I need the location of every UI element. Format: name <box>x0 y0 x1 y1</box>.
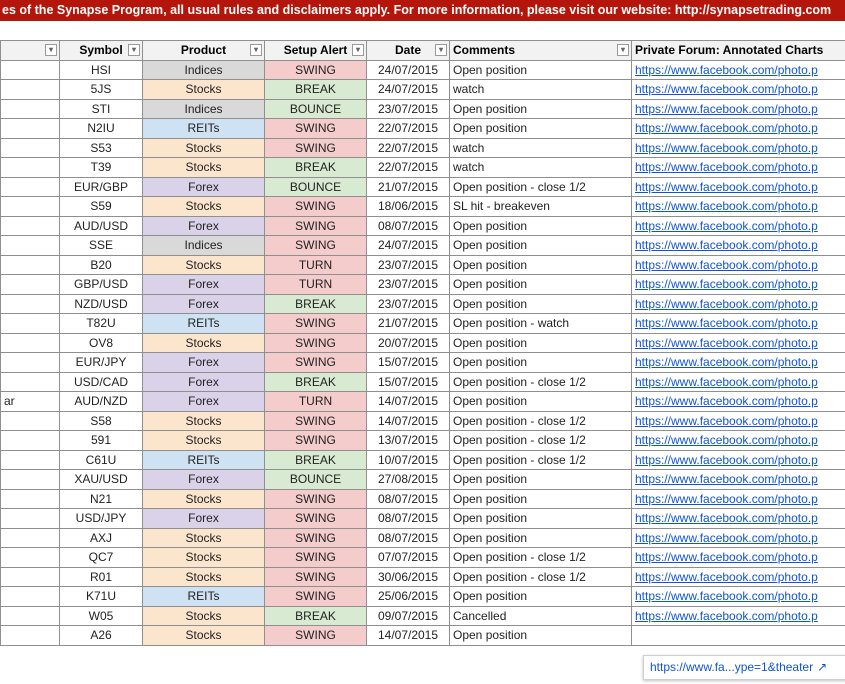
col-header-forum: Private Forum: Annotated Charts <box>632 41 845 61</box>
cell-symbol[interactable]: N21 <box>60 489 143 509</box>
cell-symbol[interactable]: T82U <box>60 314 143 334</box>
cell-forum-link[interactable]: https://www.facebook.com/photo.p <box>632 294 845 314</box>
cell-setup-alert[interactable]: SWING <box>265 411 367 431</box>
cell-note[interactable] <box>1 314 60 334</box>
cell-symbol[interactable]: QC7 <box>60 548 143 568</box>
cell-forum-link[interactable]: https://www.facebook.com/photo.p <box>632 372 845 392</box>
cell-date[interactable]: 25/06/2015 <box>367 587 450 607</box>
cell-comment[interactable]: watch <box>450 138 632 158</box>
cell-date[interactable]: 22/07/2015 <box>367 119 450 139</box>
cell-date[interactable]: 23/07/2015 <box>367 255 450 275</box>
cell-comment[interactable]: Open position <box>450 509 632 529</box>
cell-symbol[interactable]: S59 <box>60 197 143 217</box>
cell-product[interactable]: Stocks <box>143 255 265 275</box>
filter-dropdown-icon[interactable]: ▾ <box>128 44 140 56</box>
cell-comment[interactable]: Open position <box>450 119 632 139</box>
cell-product[interactable]: Stocks <box>143 606 265 626</box>
cell-note[interactable] <box>1 431 60 451</box>
cell-setup-alert[interactable]: BREAK <box>265 372 367 392</box>
cell-comment[interactable]: Open position - close 1/2 <box>450 450 632 470</box>
cell-product[interactable]: REITs <box>143 450 265 470</box>
table-row <box>1 99 845 119</box>
col-header-symbol: Symbol ▾ <box>60 41 143 61</box>
cell-forum-link[interactable]: https://www.facebook.com/photo.p <box>632 470 845 490</box>
table-row <box>1 489 845 509</box>
table-row <box>1 548 845 568</box>
cell-product[interactable]: Stocks <box>143 489 265 509</box>
cell-symbol[interactable]: 5JS <box>60 80 143 100</box>
cell-comment[interactable]: watch <box>450 158 632 178</box>
cell-setup-alert[interactable]: BREAK <box>265 158 367 178</box>
cell-product[interactable]: Stocks <box>143 80 265 100</box>
col-header-comments: Comments ▾ <box>450 41 632 61</box>
cell-setup-alert[interactable]: SWING <box>265 119 367 139</box>
cell-product[interactable]: Forex <box>143 470 265 490</box>
cell-product[interactable]: Forex <box>143 372 265 392</box>
cell-date[interactable]: 21/07/2015 <box>367 314 450 334</box>
cell-product[interactable]: Indices <box>143 60 265 80</box>
table-row <box>1 294 845 314</box>
cell-date[interactable]: 22/07/2015 <box>367 138 450 158</box>
cell-comment[interactable]: Open position <box>450 333 632 353</box>
cell-comment[interactable]: Open position <box>450 294 632 314</box>
cell-comment[interactable]: Open position <box>450 470 632 490</box>
cell-setup-alert[interactable]: SWING <box>265 314 367 334</box>
cell-product[interactable]: Indices <box>143 99 265 119</box>
cell-comment[interactable]: Open position <box>450 275 632 295</box>
cell-product[interactable]: Stocks <box>143 528 265 548</box>
cell-note[interactable] <box>1 99 60 119</box>
cell-setup-alert[interactable]: SWING <box>265 548 367 568</box>
cell-forum-link[interactable]: https://www.facebook.com/photo.p <box>632 314 845 334</box>
cell-forum-link[interactable]: https://www.facebook.com/photo.p <box>632 236 845 256</box>
table-row <box>1 80 845 100</box>
cell-setup-alert[interactable]: SWING <box>265 236 367 256</box>
cell-note[interactable] <box>1 294 60 314</box>
cell-symbol[interactable]: A26 <box>60 626 143 646</box>
col-header-product: Product ▾ <box>143 41 265 61</box>
cell-setup-alert[interactable]: TURN <box>265 392 367 412</box>
cell-date[interactable]: 08/07/2015 <box>367 509 450 529</box>
cell-setup-alert[interactable]: TURN <box>265 275 367 295</box>
cell-date[interactable]: 14/07/2015 <box>367 411 450 431</box>
cell-note[interactable] <box>1 80 60 100</box>
cell-note[interactable] <box>1 255 60 275</box>
cell-symbol[interactable]: EUR/JPY <box>60 353 143 373</box>
cell-product[interactable]: Forex <box>143 216 265 236</box>
cell-symbol[interactable]: XAU/USD <box>60 470 143 490</box>
table-row <box>1 119 845 139</box>
cell-symbol[interactable]: B20 <box>60 255 143 275</box>
external-link-icon[interactable]: ↗ <box>817 660 828 674</box>
cell-note[interactable] <box>1 470 60 490</box>
table-row <box>1 353 845 373</box>
alerts-table <box>0 40 845 646</box>
cell-date[interactable]: 18/06/2015 <box>367 197 450 217</box>
cell-forum-link[interactable]: https://www.facebook.com/photo.p <box>632 489 845 509</box>
cell-note[interactable] <box>1 216 60 236</box>
cell-note[interactable] <box>1 158 60 178</box>
cell-setup-alert[interactable]: SWING <box>265 509 367 529</box>
cell-setup-alert[interactable]: BOUNCE <box>265 177 367 197</box>
cell-forum-link[interactable]: https://www.facebook.com/photo.p <box>632 353 845 373</box>
cell-symbol[interactable]: USD/CAD <box>60 372 143 392</box>
cell-forum-link[interactable]: https://www.facebook.com/photo.p <box>632 80 845 100</box>
cell-forum-link[interactable] <box>632 626 845 646</box>
cell-forum-link[interactable]: https://www.facebook.com/photo.p <box>632 177 845 197</box>
cell-date[interactable]: 08/07/2015 <box>367 216 450 236</box>
cell-date[interactable]: 23/07/2015 <box>367 275 450 295</box>
cell-product[interactable]: Stocks <box>143 158 265 178</box>
header-row <box>1 41 845 61</box>
cell-comment[interactable]: Open position <box>450 528 632 548</box>
filter-dropdown-icon[interactable]: ▾ <box>250 44 262 56</box>
cell-symbol[interactable]: C61U <box>60 450 143 470</box>
cell-setup-alert[interactable]: SWING <box>265 353 367 373</box>
cell-setup-alert[interactable]: SWING <box>265 587 367 607</box>
col-header-blank <box>1 41 60 61</box>
table-row <box>1 450 845 470</box>
cell-note[interactable] <box>1 236 60 256</box>
cell-forum-link[interactable]: https://www.facebook.com/photo.p <box>632 567 845 587</box>
cell-note[interactable] <box>1 60 60 80</box>
cell-symbol[interactable]: S58 <box>60 411 143 431</box>
cell-date[interactable]: 22/07/2015 <box>367 158 450 178</box>
cell-note[interactable] <box>1 138 60 158</box>
cell-symbol[interactable]: T39 <box>60 158 143 178</box>
cell-symbol[interactable]: W05 <box>60 606 143 626</box>
cell-product[interactable]: Stocks <box>143 197 265 217</box>
cell-product[interactable]: Forex <box>143 275 265 295</box>
cell-comment[interactable]: Open position - watch <box>450 314 632 334</box>
cell-forum-link[interactable]: https://www.facebook.com/photo.p <box>632 60 845 80</box>
cell-symbol[interactable]: EUR/GBP <box>60 177 143 197</box>
table-row <box>1 197 845 217</box>
cell-product[interactable]: Stocks <box>143 548 265 568</box>
cell-symbol[interactable]: K71U <box>60 587 143 607</box>
cell-setup-alert[interactable]: SWING <box>265 489 367 509</box>
cell-product[interactable]: Forex <box>143 509 265 529</box>
cell-setup-alert[interactable]: SWING <box>265 138 367 158</box>
cell-symbol[interactable]: NZD/USD <box>60 294 143 314</box>
cell-symbol[interactable]: HSI <box>60 60 143 80</box>
cell-setup-alert[interactable]: SWING <box>265 567 367 587</box>
cell-date[interactable]: 08/07/2015 <box>367 528 450 548</box>
cell-symbol[interactable]: GBP/USD <box>60 275 143 295</box>
cell-date[interactable]: 27/08/2015 <box>367 470 450 490</box>
table-row <box>1 392 845 412</box>
table-row <box>1 567 845 587</box>
cell-note[interactable]: ar <box>1 392 60 412</box>
cell-comment[interactable]: Open position <box>450 99 632 119</box>
table-row <box>1 216 845 236</box>
cell-setup-alert[interactable]: SWING <box>265 216 367 236</box>
cell-symbol[interactable]: 591 <box>60 431 143 451</box>
cell-comment[interactable]: Open position <box>450 587 632 607</box>
cell-note[interactable] <box>1 528 60 548</box>
cell-comment[interactable]: Open position - close 1/2 <box>450 431 632 451</box>
cell-date[interactable]: 20/07/2015 <box>367 333 450 353</box>
col-header-setup-alert: Setup Alert ▾ <box>265 41 367 61</box>
table-row <box>1 606 845 626</box>
cell-comment[interactable]: Open position - close 1/2 <box>450 177 632 197</box>
cell-date[interactable]: 15/07/2015 <box>367 372 450 392</box>
cell-note[interactable] <box>1 606 60 626</box>
cell-date[interactable]: 24/07/2015 <box>367 236 450 256</box>
cell-forum-link[interactable]: https://www.facebook.com/photo.p <box>632 119 845 139</box>
cell-comment[interactable]: Open position <box>450 216 632 236</box>
link-preview-tooltip[interactable] <box>643 655 845 680</box>
cell-comment[interactable]: Open position <box>450 626 632 646</box>
cell-note[interactable] <box>1 197 60 217</box>
cell-comment[interactable]: watch <box>450 80 632 100</box>
cell-note[interactable] <box>1 489 60 509</box>
cell-forum-link[interactable]: https://www.facebook.com/photo.p <box>632 509 845 529</box>
cell-forum-link[interactable]: https://www.facebook.com/photo.p <box>632 216 845 236</box>
cell-date[interactable]: 30/06/2015 <box>367 567 450 587</box>
cell-note[interactable] <box>1 626 60 646</box>
table-row <box>1 431 845 451</box>
cell-comment[interactable]: Open position <box>450 255 632 275</box>
cell-symbol[interactable]: AUD/USD <box>60 216 143 236</box>
tooltip-url[interactable]: https://www.fa...ype=1&theater <box>650 660 814 674</box>
spacer-row <box>0 21 845 40</box>
cell-forum-link[interactable]: https://www.facebook.com/photo.p <box>632 548 845 568</box>
cell-setup-alert[interactable]: BREAK <box>265 80 367 100</box>
cell-forum-link[interactable]: https://www.facebook.com/photo.p <box>632 450 845 470</box>
table-row <box>1 411 845 431</box>
cell-setup-alert[interactable]: SWING <box>265 528 367 548</box>
cell-note[interactable] <box>1 450 60 470</box>
cell-symbol[interactable]: S53 <box>60 138 143 158</box>
cell-product[interactable]: REITs <box>143 587 265 607</box>
cell-forum-link[interactable]: https://www.facebook.com/photo.p <box>632 411 845 431</box>
cell-date[interactable]: 23/07/2015 <box>367 294 450 314</box>
cell-product[interactable]: Forex <box>143 353 265 373</box>
cell-product[interactable]: Forex <box>143 294 265 314</box>
table-row <box>1 236 845 256</box>
table-row <box>1 587 845 607</box>
cell-forum-link[interactable]: https://www.facebook.com/photo.p <box>632 255 845 275</box>
filter-dropdown-icon[interactable]: ▾ <box>435 44 447 56</box>
cell-product[interactable]: Stocks <box>143 333 265 353</box>
table-row <box>1 333 845 353</box>
cell-symbol[interactable]: N2IU <box>60 119 143 139</box>
cell-date[interactable]: 21/07/2015 <box>367 177 450 197</box>
cell-forum-link[interactable]: https://www.facebook.com/photo.p <box>632 138 845 158</box>
filter-dropdown-icon[interactable]: ▾ <box>45 44 57 56</box>
cell-comment[interactable]: Open position <box>450 60 632 80</box>
cell-forum-link[interactable]: https://www.facebook.com/photo.p <box>632 275 845 295</box>
table-row <box>1 158 845 178</box>
cell-forum-link[interactable]: https://www.facebook.com/photo.p <box>632 392 845 412</box>
cell-setup-alert[interactable]: SWING <box>265 431 367 451</box>
table-row <box>1 255 845 275</box>
cell-note[interactable] <box>1 333 60 353</box>
cell-note[interactable] <box>1 587 60 607</box>
table-row <box>1 509 845 529</box>
cell-setup-alert[interactable]: SWING <box>265 197 367 217</box>
col-header-date: Date ▾ <box>367 41 450 61</box>
cell-symbol[interactable]: AUD/NZD <box>60 392 143 412</box>
cell-symbol[interactable]: SSE <box>60 236 143 256</box>
cell-product[interactable]: Forex <box>143 177 265 197</box>
cell-comment[interactable]: Open position - close 1/2 <box>450 411 632 431</box>
filter-dropdown-icon[interactable]: ▾ <box>352 44 364 56</box>
cell-date[interactable]: 07/07/2015 <box>367 548 450 568</box>
cell-comment[interactable]: SL hit - breakeven <box>450 197 632 217</box>
cell-setup-alert[interactable]: BREAK <box>265 606 367 626</box>
table-row <box>1 314 845 334</box>
cell-product[interactable]: Stocks <box>143 138 265 158</box>
cell-forum-link[interactable]: https://www.facebook.com/photo.p <box>632 528 845 548</box>
cell-forum-link[interactable]: https://www.facebook.com/photo.p <box>632 333 845 353</box>
cell-setup-alert[interactable]: BREAK <box>265 450 367 470</box>
cell-date[interactable]: 08/07/2015 <box>367 489 450 509</box>
cell-date[interactable]: 13/07/2015 <box>367 431 450 451</box>
cell-note[interactable] <box>1 177 60 197</box>
cell-note[interactable] <box>1 353 60 373</box>
disclaimer-banner: es of the Synapse Program, all usual rules and disclaimers apply. For more information, please visit our website: http://synapsetrading.com <box>0 0 845 21</box>
cell-note[interactable] <box>1 548 60 568</box>
cell-setup-alert[interactable]: TURN <box>265 255 367 275</box>
cell-note[interactable] <box>1 275 60 295</box>
cell-setup-alert[interactable]: SWING <box>265 626 367 646</box>
cell-comment[interactable]: Open position - close 1/2 <box>450 372 632 392</box>
cell-product[interactable]: Stocks <box>143 431 265 451</box>
table-row <box>1 60 845 80</box>
cell-date[interactable]: 24/07/2015 <box>367 80 450 100</box>
cell-symbol[interactable]: USD/JPY <box>60 509 143 529</box>
cell-product[interactable]: Stocks <box>143 567 265 587</box>
cell-note[interactable] <box>1 509 60 529</box>
cell-comment[interactable]: Open position <box>450 353 632 373</box>
table-row <box>1 372 845 392</box>
cell-product[interactable]: REITs <box>143 314 265 334</box>
cell-product[interactable]: Forex <box>143 392 265 412</box>
cell-symbol[interactable]: AXJ <box>60 528 143 548</box>
table-row <box>1 275 845 295</box>
cell-setup-alert[interactable]: BOUNCE <box>265 99 367 119</box>
cell-comment[interactable]: Cancelled <box>450 606 632 626</box>
cell-note[interactable] <box>1 119 60 139</box>
cell-setup-alert[interactable]: BOUNCE <box>265 470 367 490</box>
cell-comment[interactable]: Open position <box>450 236 632 256</box>
cell-forum-link[interactable]: https://www.facebook.com/photo.p <box>632 99 845 119</box>
cell-symbol[interactable]: STI <box>60 99 143 119</box>
cell-note[interactable] <box>1 567 60 587</box>
cell-date[interactable]: 10/07/2015 <box>367 450 450 470</box>
cell-note[interactable] <box>1 372 60 392</box>
filter-dropdown-icon[interactable]: ▾ <box>617 44 629 56</box>
cell-note[interactable] <box>1 411 60 431</box>
cell-product[interactable]: REITs <box>143 119 265 139</box>
cell-date[interactable]: 23/07/2015 <box>367 99 450 119</box>
cell-forum-link[interactable]: https://www.facebook.com/photo.p <box>632 158 845 178</box>
cell-date[interactable]: 15/07/2015 <box>367 353 450 373</box>
cell-product[interactable]: Indices <box>143 236 265 256</box>
cell-comment[interactable]: Open position - close 1/2 <box>450 567 632 587</box>
cell-symbol[interactable]: OV8 <box>60 333 143 353</box>
table-row <box>1 470 845 490</box>
cell-date[interactable]: 24/07/2015 <box>367 60 450 80</box>
table-row <box>1 626 845 646</box>
table-row <box>1 138 845 158</box>
cell-comment[interactable]: Open position <box>450 489 632 509</box>
cell-setup-alert[interactable]: SWING <box>265 333 367 353</box>
cell-forum-link[interactable]: https://www.facebook.com/photo.p <box>632 587 845 607</box>
table-row <box>1 528 845 548</box>
cell-setup-alert[interactable]: SWING <box>265 60 367 80</box>
cell-comment[interactable]: Open position <box>450 392 632 412</box>
cell-date[interactable]: 14/07/2015 <box>367 392 450 412</box>
cell-forum-link[interactable]: https://www.facebook.com/photo.p <box>632 606 845 626</box>
cell-forum-link[interactable]: https://www.facebook.com/photo.p <box>632 431 845 451</box>
cell-product[interactable]: Stocks <box>143 411 265 431</box>
cell-date[interactable]: 09/07/2015 <box>367 606 450 626</box>
cell-comment[interactable]: Open position - close 1/2 <box>450 548 632 568</box>
cell-forum-link[interactable]: https://www.facebook.com/photo.p <box>632 197 845 217</box>
cell-date[interactable]: 14/07/2015 <box>367 626 450 646</box>
cell-setup-alert[interactable]: BREAK <box>265 294 367 314</box>
cell-symbol[interactable]: R01 <box>60 567 143 587</box>
cell-product[interactable]: Stocks <box>143 626 265 646</box>
table-row <box>1 177 845 197</box>
